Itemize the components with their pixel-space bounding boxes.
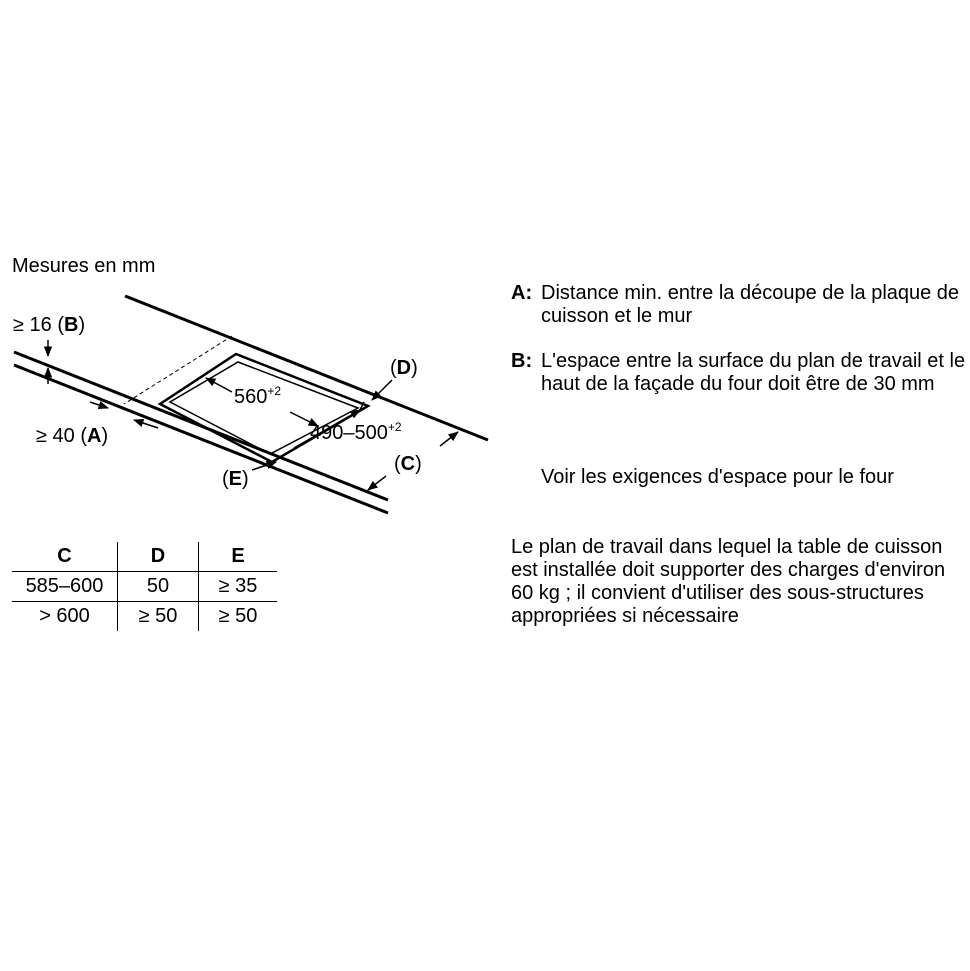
label-c <box>394 453 422 475</box>
c-dim-arrow-top <box>440 432 458 446</box>
label-c-suffix: ) <box>415 453 422 475</box>
table-cell: ≥ 35 <box>199 572 278 602</box>
label-d-prefix: ( <box>390 357 397 379</box>
label-b-key: B <box>64 314 79 336</box>
table-row <box>12 602 277 632</box>
label-e-prefix: ( <box>222 468 229 490</box>
legend-item-b <box>511 350 966 396</box>
legend-text-b: L'espace entre la surface du plan de travail et le haut de la façade du four doit être de 30 mm <box>541 350 966 395</box>
label-d-suffix: ) <box>411 357 418 379</box>
legend-text-a: Distance min. entre la découpe de la plaque de cuisson et le mur <box>541 282 960 327</box>
depth-tolerance: +2 <box>387 420 402 434</box>
clearance-table <box>12 542 277 631</box>
table-cell: ≥ 50 <box>199 602 278 632</box>
label-a <box>36 425 108 447</box>
worktop-note: Le plan de travail dans lequel la table de cuisson est installée doit supporter des charges d'environ 60 kg ; il convient d'utiliser des sous-structures appropriées si nécessaire <box>511 536 946 627</box>
table-cell: ≥ 50 <box>118 602 199 632</box>
a-dim-arrow-left <box>90 402 108 408</box>
label-e-key: E <box>228 468 243 490</box>
worktop-side-dashed <box>124 336 232 404</box>
table-row <box>12 572 277 602</box>
label-a-suffix: ) <box>101 425 109 447</box>
width-tolerance: +2 <box>267 384 282 398</box>
legend-key-a: A: <box>511 282 533 304</box>
table-header-c: C <box>12 542 118 572</box>
label-b-prefix: ≥ 16 ( <box>13 314 64 336</box>
label-c-prefix: ( <box>394 453 401 475</box>
width-dim-arrow-left <box>206 378 232 392</box>
table-cell: > 600 <box>39 605 90 627</box>
oven-note: Voir les exigences d'espace pour le four <box>541 466 894 488</box>
label-width-560 <box>234 386 281 410</box>
label-a-key: A <box>87 425 102 447</box>
table-header-row <box>12 542 277 572</box>
label-d-key: D <box>396 357 412 379</box>
cutout-diagram <box>0 0 500 560</box>
c-dim-arrow-bottom <box>368 476 386 490</box>
width-value: 560 <box>234 386 268 408</box>
label-e <box>222 468 249 490</box>
depth-value: 490–500 <box>310 422 388 444</box>
table-header-d: D <box>118 542 199 572</box>
label-e-suffix: ) <box>242 468 249 490</box>
label-d <box>390 357 418 379</box>
label-b-suffix: ) <box>78 314 86 336</box>
legend-item-a <box>511 282 966 328</box>
table-cell: 50 <box>118 572 199 602</box>
label-a-prefix: ≥ 40 ( <box>36 425 87 447</box>
label-depth-490-500 <box>310 422 402 446</box>
units-caption: Mesures en mm <box>12 255 156 277</box>
legend-key-b: B: <box>511 350 533 372</box>
table-cell: 585–600 <box>12 572 118 602</box>
table-header-e: E <box>199 542 278 572</box>
label-b <box>13 314 85 336</box>
label-c-key: C <box>400 453 416 475</box>
